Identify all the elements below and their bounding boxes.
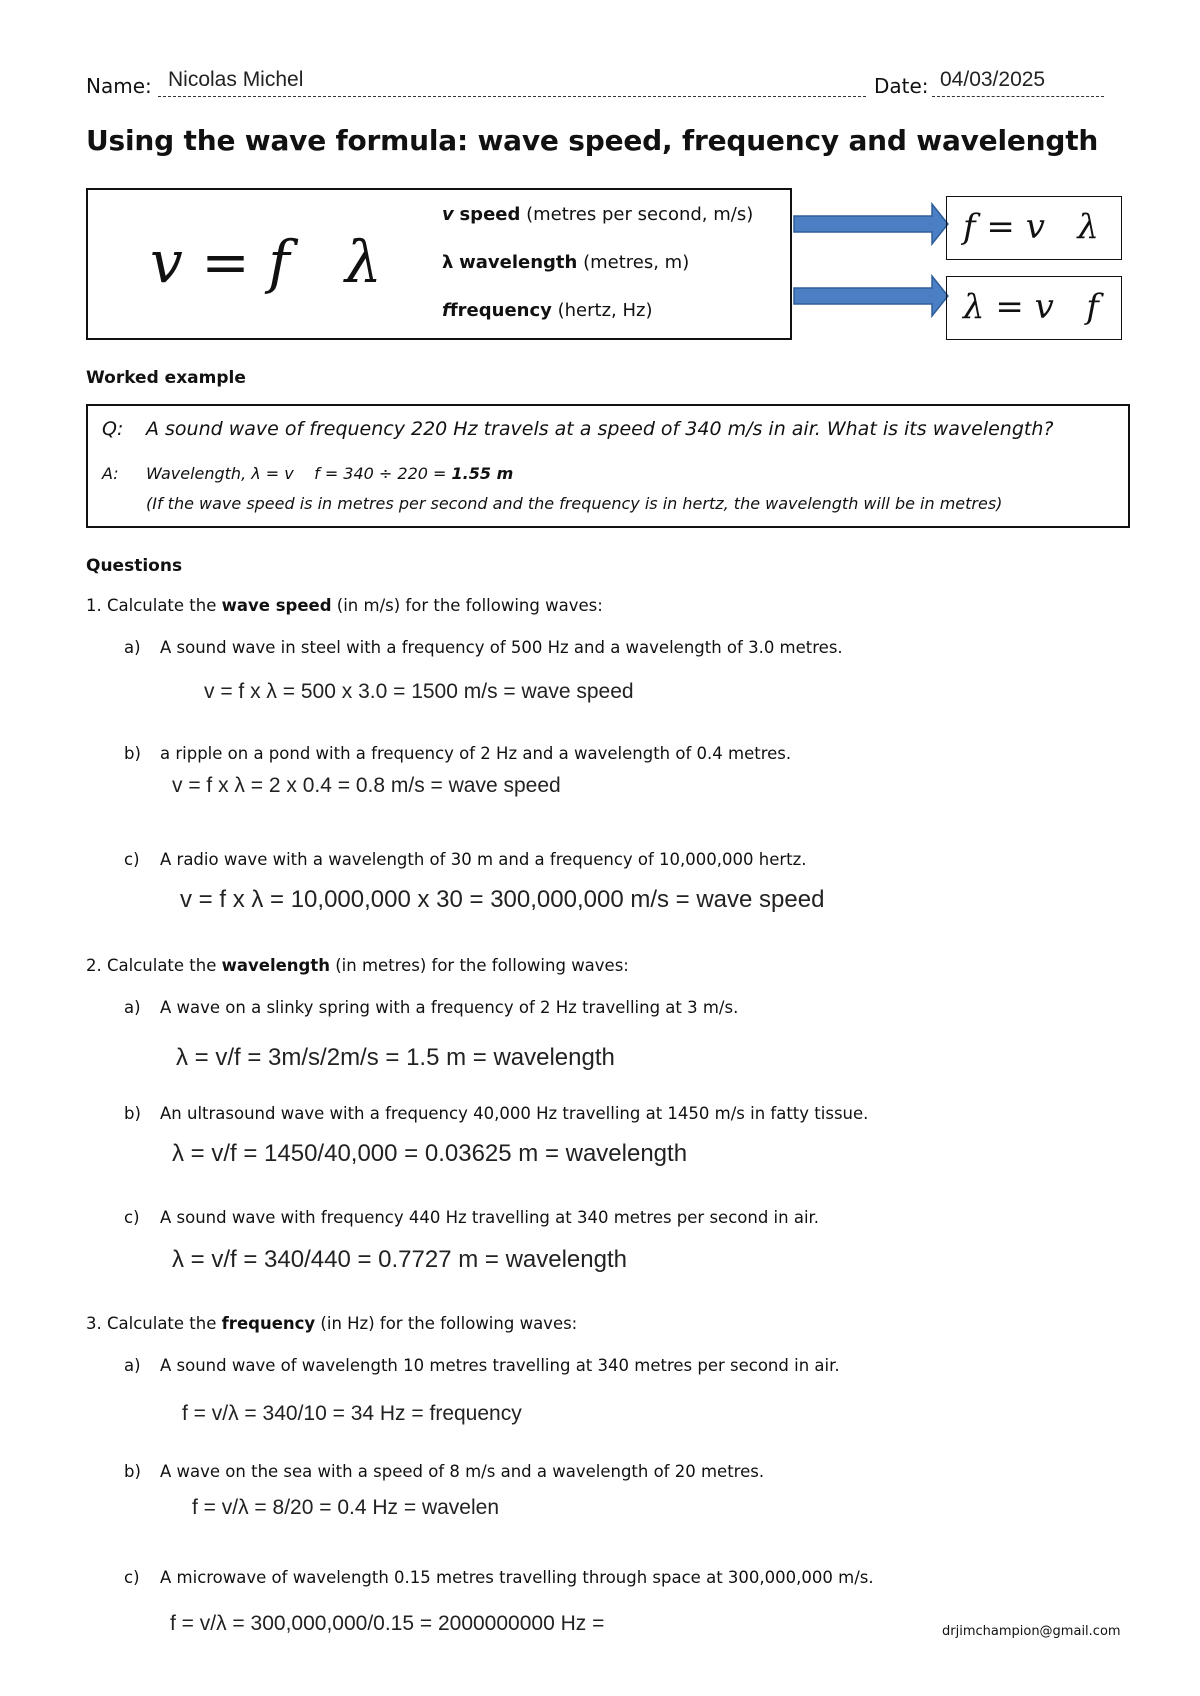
q3c-text: A microwave of wavelength 0.15 metres travelling through space at 300,000,000 m/s. xyxy=(160,1568,874,1587)
worked-example-box xyxy=(86,404,1130,528)
question-3-rest: (in Hz) for the following waves: xyxy=(315,1314,578,1333)
q3a-letter: a) xyxy=(124,1356,141,1375)
arrow-right-icon xyxy=(794,204,948,244)
q2b-text: An ultrasound wave with a frequency 40,000 Hz travelling at 1450 m/s in fatty tissue. xyxy=(160,1104,869,1123)
date-label: Date: xyxy=(874,74,929,98)
worked-a-note: (If the wave speed is in metres per second and the frequency is in hertz, the wavelength will be in metres) xyxy=(146,494,1003,513)
def-wavelength xyxy=(442,252,689,273)
q2a-letter: a) xyxy=(124,998,141,1017)
formula-box xyxy=(86,188,792,340)
q1c-answer[interactable]: v = f x λ = 10,000,000 x 30 = 300,000,000 m/s = wave speed xyxy=(180,886,825,913)
q1a-answer[interactable]: v = f x λ = 500 x 3.0 = 1500 m/s = wave speed xyxy=(204,680,634,703)
q2b-letter: b) xyxy=(124,1104,141,1123)
question-2-bold: wavelength xyxy=(221,956,330,975)
formula-wavelength-box: λ = v f xyxy=(946,276,1122,340)
formula-frequency-box: f = v λ xyxy=(946,196,1122,260)
worked-a-label: A: xyxy=(102,464,119,483)
q2c-answer[interactable]: λ = v/f = 340/440 = 0.7727 m = wavelength xyxy=(172,1246,627,1273)
def-speed xyxy=(442,204,753,225)
q3b-answer[interactable]: f = v/λ = 8/20 = 0.4 Hz = wavelen xyxy=(192,1496,500,1519)
def-speed-unit: (metres per second, m/s) xyxy=(526,204,754,225)
question-1-bold: wave speed xyxy=(221,596,332,615)
def-wavelength-unit: (metres, m) xyxy=(583,252,690,273)
q3c-answer[interactable]: f = v/λ = 300,000,000/0.15 = 2000000000 Hz = xyxy=(170,1612,605,1635)
q3a-text: A sound wave of wavelength 10 metres travelling at 340 metres per second in air. xyxy=(160,1356,840,1375)
worked-a-result: 1.55 m xyxy=(451,464,514,483)
q3c-letter: c) xyxy=(124,1568,140,1587)
name-line xyxy=(158,96,866,97)
question-3-lead: 3. Calculate the xyxy=(86,1314,222,1333)
question-1 xyxy=(86,596,603,615)
question-2-lead: 2. Calculate the xyxy=(86,956,222,975)
def-wavelength-term: wavelength xyxy=(459,252,578,273)
worked-a-working: Wavelength, λ = v f = 340 ÷ 220 = xyxy=(146,464,452,483)
question-2 xyxy=(86,956,629,975)
q3b-text: A wave on the sea with a speed of 8 m/s and a wavelength of 20 metres. xyxy=(160,1462,765,1481)
questions-heading: Questions xyxy=(86,556,183,576)
worked-a-text xyxy=(146,464,513,483)
date-line xyxy=(932,96,1104,97)
q1b-answer[interactable]: v = f x λ = 2 x 0.4 = 0.8 m/s = wave speed xyxy=(172,774,561,797)
worked-example-heading: Worked example xyxy=(86,368,246,388)
question-3-bold: frequency xyxy=(221,1314,316,1333)
q2a-text: A wave on a slinky spring with a frequency of 2 Hz travelling at 3 m/s. xyxy=(160,998,739,1017)
q1a-letter: a) xyxy=(124,638,141,657)
arrow-right-icon xyxy=(794,276,948,316)
main-formula: v = f λ xyxy=(150,228,382,296)
question-2-rest: (in metres) for the following waves: xyxy=(330,956,629,975)
q2a-answer[interactable]: λ = v/f = 3m/s/2m/s = 1.5 m = wavelength xyxy=(176,1044,615,1071)
name-value[interactable]: Nicolas Michel xyxy=(168,68,304,91)
question-1-rest: (in m/s) for the following waves: xyxy=(331,596,603,615)
q3b-letter: b) xyxy=(124,1462,141,1481)
q1c-letter: c) xyxy=(124,850,140,869)
def-frequency-symbol: f xyxy=(442,300,450,321)
footer-email: drjimchampion@gmail.com xyxy=(942,1624,1121,1639)
def-speed-term: speed xyxy=(459,204,521,225)
q1a-text: A sound wave in steel with a frequency of 500 Hz and a wavelength of 3.0 metres. xyxy=(160,638,843,657)
name-label: Name: xyxy=(86,74,152,98)
def-wavelength-symbol: λ xyxy=(442,252,454,273)
def-frequency xyxy=(442,300,653,321)
worked-q-label: Q: xyxy=(102,418,124,440)
question-1-lead: 1. Calculate the xyxy=(86,596,222,615)
question-3 xyxy=(86,1314,577,1333)
q2c-letter: c) xyxy=(124,1208,140,1227)
q1c-text: A radio wave with a wavelength of 30 m and a frequency of 10,000,000 hertz. xyxy=(160,850,807,869)
def-speed-symbol: v xyxy=(442,204,454,225)
q3a-answer[interactable]: f = v/λ = 340/10 = 34 Hz = frequency xyxy=(182,1402,522,1425)
page-title: Using the wave formula: wave speed, frequency and wavelength xyxy=(86,124,1099,157)
date-value[interactable]: 04/03/2025 xyxy=(940,68,1046,91)
def-frequency-term: frequency xyxy=(449,300,552,321)
q1b-letter: b) xyxy=(124,744,141,763)
q1b-text: a ripple on a pond with a frequency of 2 Hz and a wavelength of 0.4 metres. xyxy=(160,744,792,763)
def-frequency-unit: (hertz, Hz) xyxy=(557,300,653,321)
worked-q-text: A sound wave of frequency 220 Hz travels at a speed of 340 m/s in air. What is its wavelength? xyxy=(146,418,1054,440)
q2c-text: A sound wave with frequency 440 Hz travelling at 340 metres per second in air. xyxy=(160,1208,820,1227)
arrow-graphics xyxy=(792,198,950,328)
q2b-answer[interactable]: λ = v/f = 1450/40,000 = 0.03625 m = wavelength xyxy=(172,1140,688,1167)
